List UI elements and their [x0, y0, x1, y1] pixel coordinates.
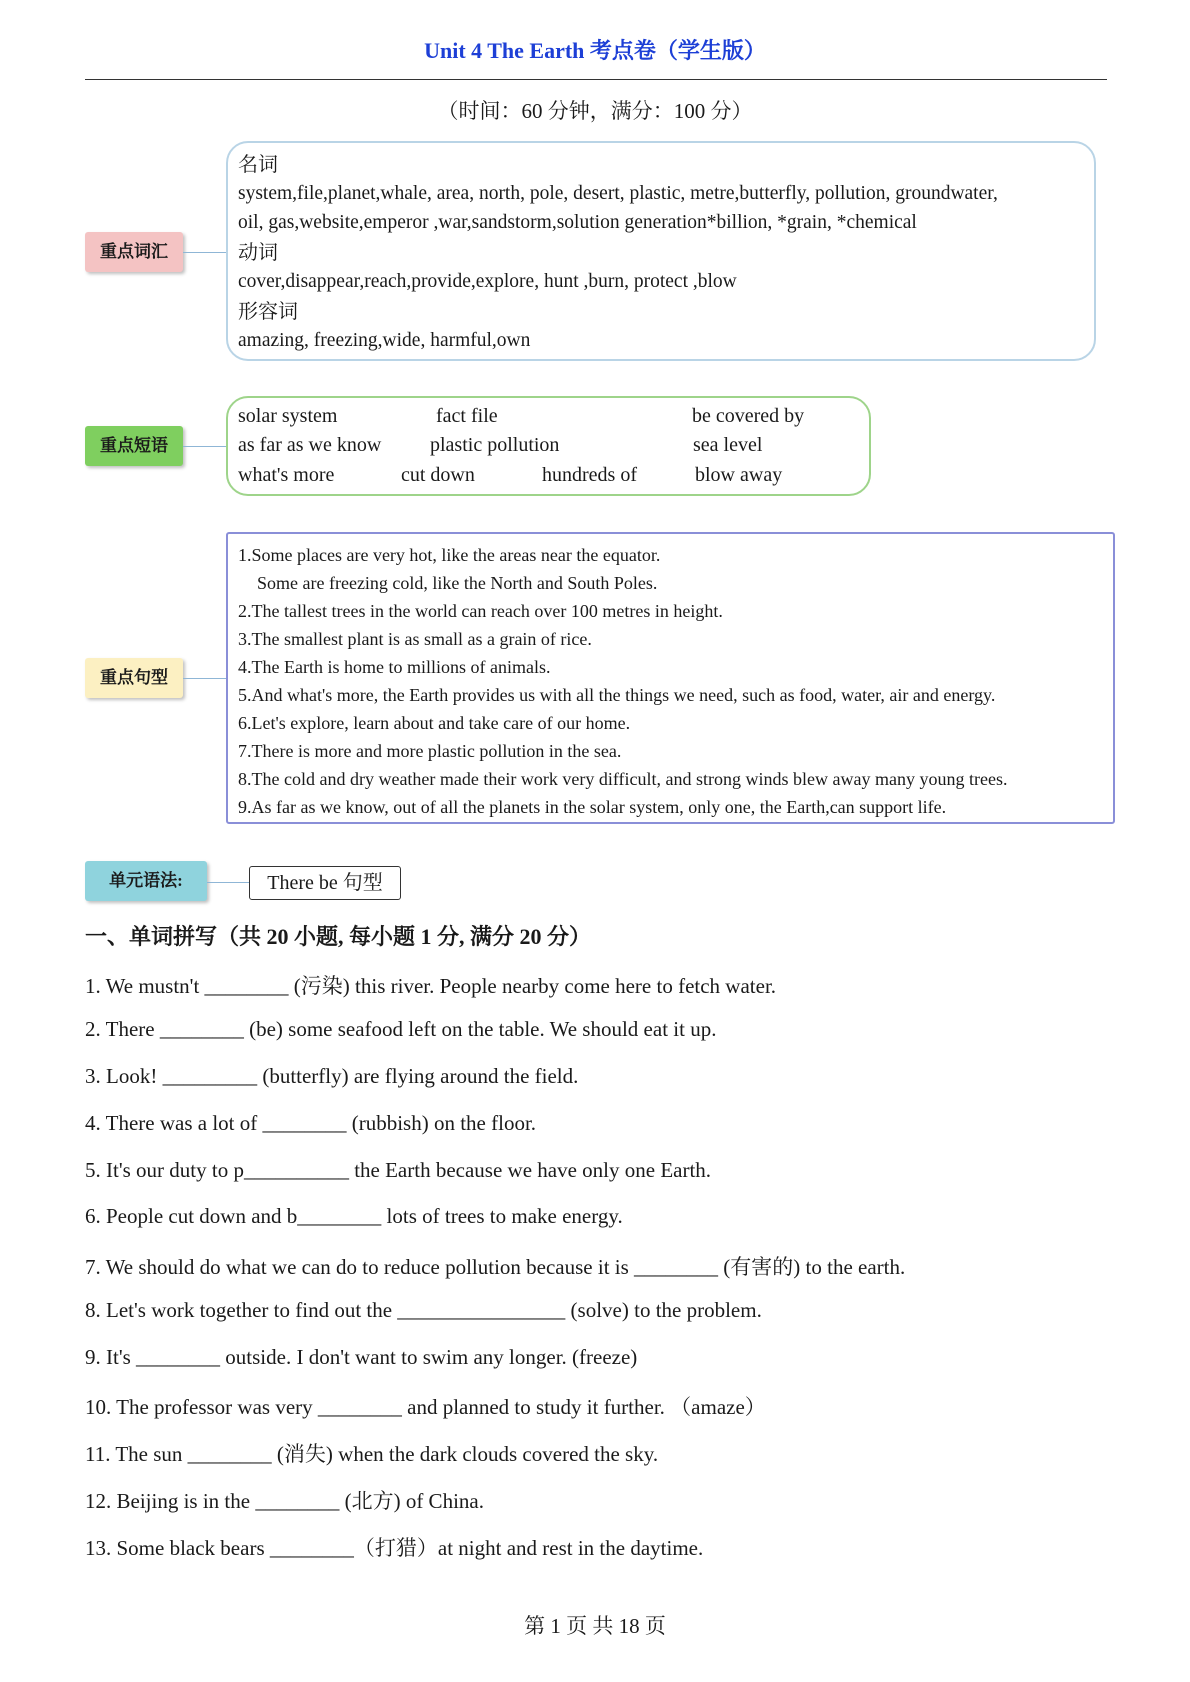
- exam-info: （时间：60 分钟，满分：100 分）: [437, 99, 753, 123]
- sentence-line: 4.The Earth is home to millions of animals.: [238, 657, 551, 677]
- vocab-tag: 重点词汇: [85, 232, 183, 272]
- header-rule: [85, 79, 1107, 80]
- noun-list-line1: system,file,planet,whale, area, north, pole, desert, plastic, metre,butterfly, pollution, groundwater,: [238, 183, 998, 204]
- sentence-line: 9.As far as we know, out of all the planets in the solar system, only one, the Earth,can support life.: [238, 797, 947, 817]
- grammar-topic: There be 句型: [249, 866, 401, 900]
- question-item: 11. The sun ________ (消失) when the dark clouds covered the sky.: [85, 1442, 659, 1466]
- phrase: fact file: [436, 405, 498, 427]
- sentence-line: 5.And what's more, the Earth provides us with all the things we need, such as food, water, air and energy.: [238, 685, 996, 705]
- question-item: 6. People cut down and b________ lots of trees to make energy.: [85, 1204, 623, 1228]
- page-title: Unit 4 The Earth 考点卷（学生版）: [424, 38, 766, 63]
- sentence-line: Some are freezing cold, like the North and South Poles.: [248, 573, 658, 593]
- question-item: 2. There ________ (be) some seafood left on the table. We should eat it up.: [85, 1017, 717, 1041]
- sentences-tag: 重点句型: [85, 658, 183, 698]
- noun-list-line2: oil, gas,website,emperor ,war,sandstorm,solution generation*billion, *grain, *chemical: [238, 212, 917, 233]
- adjective-list: amazing, freezing,wide, harmful,own: [238, 330, 531, 351]
- sentences-connector: [183, 678, 226, 679]
- sentence-line: 3.The smallest plant is as small as a grain of rice.: [238, 629, 592, 649]
- verb-label: 动词: [238, 240, 278, 264]
- grammar-tag: 单元语法:: [85, 861, 207, 901]
- verb-list: cover,disappear,reach,provide,explore, hunt ,burn, protect ,blow: [238, 271, 737, 292]
- grammar-connector: [207, 882, 249, 883]
- phrase: plastic pollution: [430, 434, 560, 456]
- page-number: 第 1 页 共 18 页: [524, 1614, 666, 1638]
- phrase: sea level: [693, 434, 763, 456]
- question-item: 9. It's ________ outside. I don't want to swim any longer. (freeze): [85, 1345, 638, 1369]
- sentence-line: 6.Let's explore, learn about and take care of our home.: [238, 713, 631, 733]
- adjective-label: 形容词: [238, 299, 298, 323]
- phrases-box: [226, 396, 871, 496]
- phrase: be covered by: [692, 405, 805, 427]
- vocab-connector: [183, 252, 226, 253]
- phrase: hundreds of: [542, 464, 637, 486]
- sentence-line: 1.Some places are very hot, like the areas near the equator.: [238, 545, 661, 565]
- phrase: blow away: [695, 464, 783, 486]
- question-item: 7. We should do what we can do to reduce pollution because it is ________ (有害的) to the earth.: [85, 1255, 906, 1279]
- section-heading: 一、单词拼写（共 20 小题, 每小题 1 分, 满分 20 分）: [85, 924, 592, 949]
- sentence-line: 2.The tallest trees in the world can reach over 100 metres in height.: [238, 601, 723, 621]
- question-item: 13. Some black bears ________（打猎）at night and rest in the daytime.: [85, 1536, 704, 1560]
- question-item: 3. Look! _________ (butterfly) are flying around the field.: [85, 1064, 579, 1088]
- sentence-line: 8.The cold and dry weather made their work very difficult, and strong winds blew away many young trees.: [238, 769, 1008, 789]
- question-item: 8. Let's work together to find out the ________________ (solve) to the problem.: [85, 1298, 762, 1322]
- vocab-box: [226, 141, 1096, 361]
- sentences-box: [226, 532, 1115, 824]
- noun-label: 名词: [238, 152, 278, 176]
- question-item: 4. There was a lot of ________ (rubbish) on the floor.: [85, 1111, 537, 1135]
- question-item: 12. Beijing is in the ________ (北方) of China.: [85, 1489, 484, 1513]
- phrases-connector: [183, 446, 226, 447]
- sentence-line: 7.There is more and more plastic pollution in the sea.: [238, 741, 622, 761]
- phrase: what's more: [238, 464, 335, 486]
- question-item: 5. It's our duty to p__________ the Earth because we have only one Earth.: [85, 1158, 712, 1182]
- question-item: 10. The professor was very ________ and planned to study it further. （amaze）: [85, 1395, 766, 1419]
- phrase: cut down: [401, 464, 475, 486]
- phrase: solar system: [238, 405, 338, 427]
- phrase: as far as we know: [238, 434, 382, 456]
- question-item: 1. We mustn't ________ (污染) this river. People nearby come here to fetch water.: [85, 974, 777, 998]
- phrases-tag: 重点短语: [85, 426, 183, 466]
